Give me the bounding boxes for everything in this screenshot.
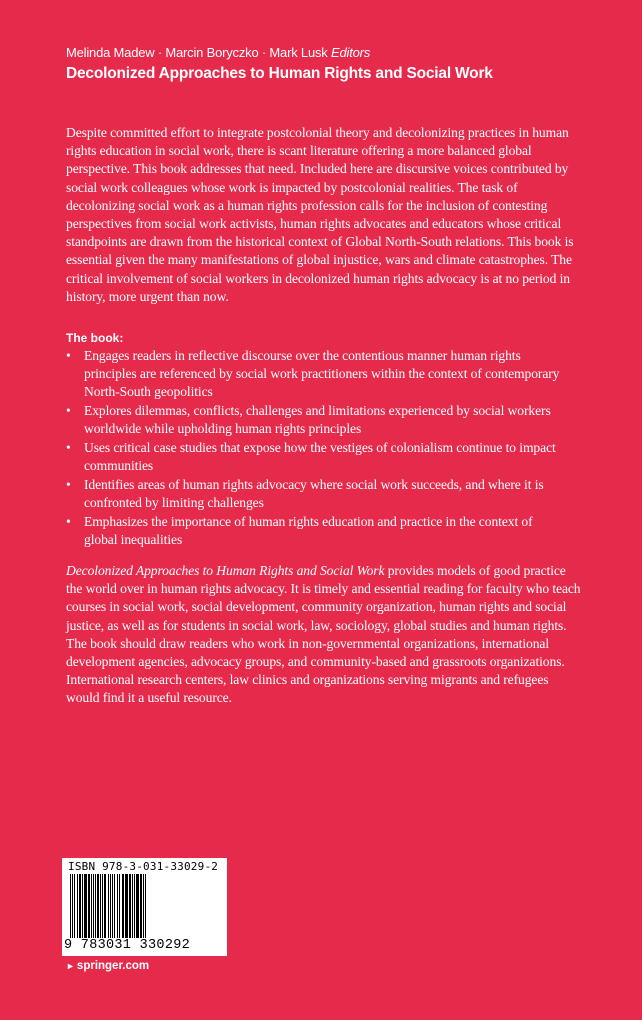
editor-names: Melinda Madew · Marcin Boryczko · Mark Lusk bbox=[66, 45, 328, 60]
book-features-heading: The book: bbox=[66, 331, 124, 345]
barcode-box bbox=[62, 858, 227, 956]
feature-text: Explores dilemmas, conflicts, challenges and limitations experienced by social workers worldwide while upholding human rights principles bbox=[84, 403, 551, 436]
barcode-bar bbox=[70, 874, 71, 938]
barcode-bar bbox=[122, 874, 124, 938]
barcode-bar bbox=[72, 874, 73, 938]
barcode-digits: 9 783031 330292 bbox=[64, 938, 191, 953]
outro-paragraph bbox=[66, 562, 582, 708]
barcode-bar bbox=[108, 874, 109, 938]
barcode-bar bbox=[125, 874, 128, 938]
feature-text: Emphasizes the importance of human rights education and practice in the context of global inequalities bbox=[84, 514, 533, 547]
barcode-bar bbox=[110, 874, 111, 938]
feature-item bbox=[66, 439, 566, 475]
barcode-bar bbox=[95, 874, 96, 938]
feature-item bbox=[66, 476, 566, 512]
feature-text: Uses critical case studies that expose how the vestiges of colonialism continue to impact communities bbox=[84, 440, 556, 473]
barcode-bar bbox=[100, 874, 101, 938]
publisher-url: springer.com bbox=[76, 960, 150, 972]
bullet-icon: • bbox=[66, 477, 71, 492]
book-title: Decolonized Approaches to Human Rights and Social Work bbox=[66, 65, 493, 82]
barcode-bar bbox=[136, 874, 139, 938]
bullet-icon: • bbox=[66, 440, 71, 455]
bullet-icon: • bbox=[66, 403, 71, 418]
feature-item bbox=[66, 402, 566, 438]
barcode-bar bbox=[140, 874, 142, 938]
barcode-bar bbox=[74, 874, 75, 938]
editors-role: Editors bbox=[331, 45, 371, 60]
barcode-bar bbox=[132, 874, 133, 938]
barcode-bar bbox=[84, 874, 87, 938]
barcode-bar bbox=[88, 874, 90, 938]
barcode-bar bbox=[112, 874, 113, 938]
barcode-bar bbox=[77, 874, 78, 938]
outro-text: provides models of good practice the world over in human rights advocacy. It is timely and essential reading for faculty who teach courses in social work, social development, community organization, human rights and social justice, as well as for students in social work, law, sociology, global studies and human rights. The book should draw readers who work in non-governmental organizations, international development agencies, advocacy groups, and community-based and grassroots organizations. International research centers, law clinics and organizations serving migrants and refugees would find it a useful resource. bbox=[66, 563, 581, 706]
barcode-bar bbox=[145, 874, 146, 938]
feature-text: Engages readers in reflective discourse over the contentious manner human rights principles are referenced by social work practitioners within the context of contemporary North-South geopolitics bbox=[84, 348, 560, 399]
barcode-bar bbox=[114, 874, 115, 938]
barcode-bar bbox=[119, 874, 120, 938]
barcode-bar bbox=[104, 874, 106, 938]
outro-book-title: Decolonized Approaches to Human Rights and Social Work bbox=[66, 563, 385, 578]
feature-item bbox=[66, 513, 566, 549]
isbn-label: ISBN 978-3-031-33029-2 bbox=[68, 860, 219, 873]
barcode-bar bbox=[117, 874, 118, 938]
barcode-bar bbox=[91, 874, 92, 938]
arrow-right-icon: ► bbox=[66, 961, 75, 971]
feature-list bbox=[66, 347, 566, 550]
feature-text: Identifies areas of human rights advocacy where social work succeeds, and where it is confronted by limiting challenges bbox=[84, 477, 544, 510]
barcode-bar bbox=[79, 874, 81, 938]
feature-item bbox=[66, 347, 566, 401]
barcode-bar bbox=[143, 874, 144, 938]
publisher-link[interactable] bbox=[66, 960, 149, 972]
barcode-bar bbox=[97, 874, 99, 938]
bullet-icon: • bbox=[66, 514, 71, 529]
barcode-bar bbox=[129, 874, 131, 938]
barcode-bar bbox=[134, 874, 135, 938]
barcode-bar bbox=[102, 874, 103, 938]
barcode-bar bbox=[93, 874, 94, 938]
barcode-bar bbox=[82, 874, 83, 938]
barcode-icon bbox=[68, 874, 221, 938]
intro-paragraph: Despite committed effort to integrate postcolonial theory and decolonizing practices in human rights education in social work, there is scant literature offering a more balanced global perspective. This book addresses that need. Included here are discursive voices contributed by social work colleagues whose work is impacted by postcolonial realities. The task of decolonizing social work as a human rights profession calls for the inclusion of contesting perspectives from social work activists, human rights advocates and educators whose critical standpoints are drawn from the historical context of Global North-South relations. This book is essential given the many manifestations of global injustice, wars and climate catastrophes. The critical involvement of social workers in decolonized human rights advocacy is at no period in history, more urgent than now. bbox=[66, 125, 574, 304]
editors-line bbox=[66, 45, 370, 60]
bullet-icon: • bbox=[66, 348, 71, 363]
